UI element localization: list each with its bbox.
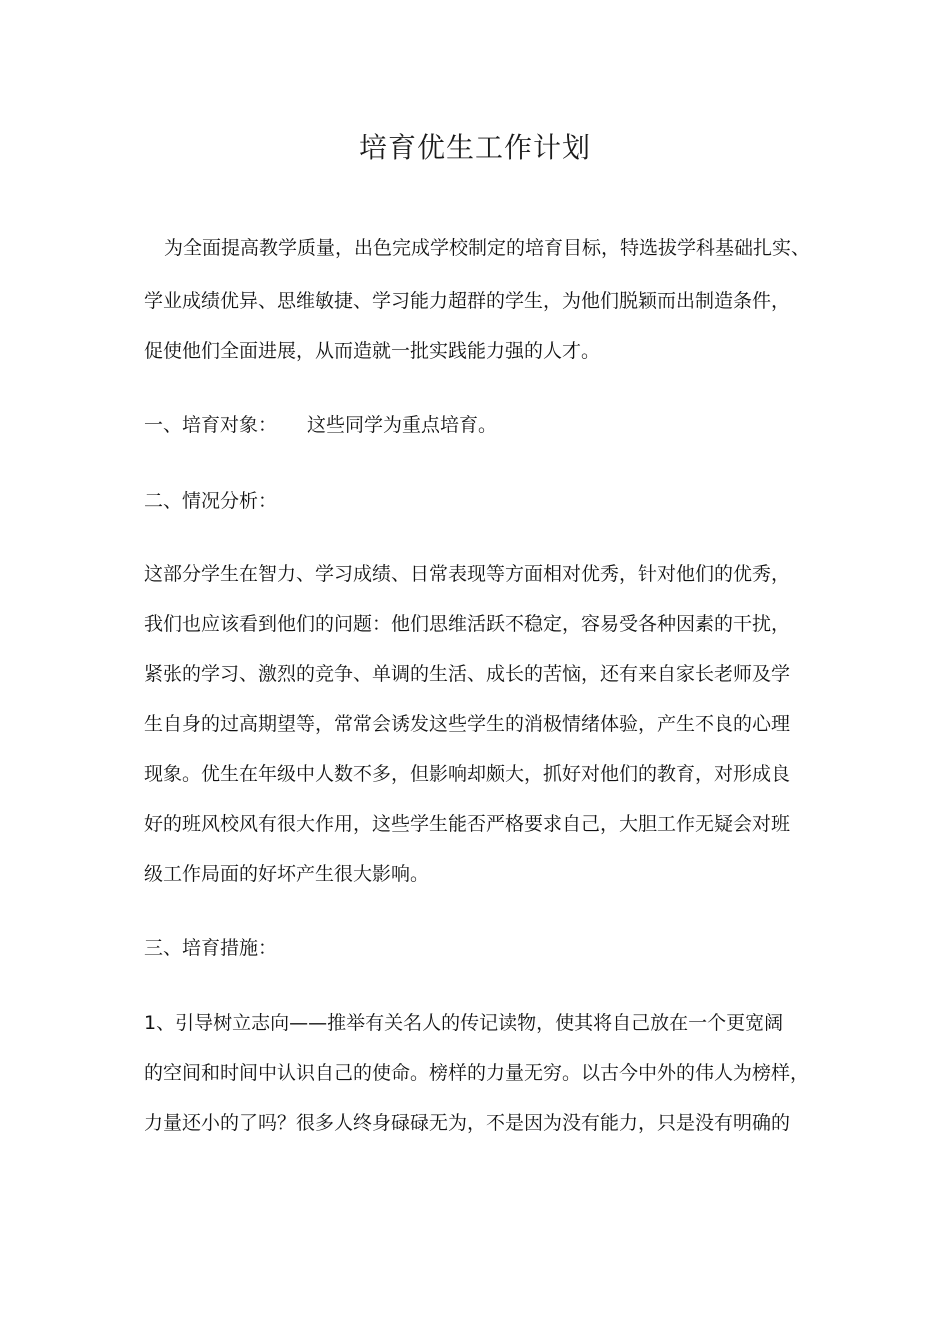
document-title: 培育优生工作计划 bbox=[358, 131, 591, 164]
intro-line-1: 为全面提高教学质量，出色完成学校制定的培育目标，特选拔学科基础扎实、 bbox=[164, 237, 811, 259]
section2-line-5: 现象。优生在年级中人数不多，但影响却颇大，抓好对他们的教育，对形成良 bbox=[144, 763, 791, 785]
section1-text: 这些同学为重点培育。 bbox=[307, 414, 498, 436]
section3-heading: 三、培育措施： bbox=[144, 937, 278, 959]
section1-paragraph bbox=[144, 410, 497, 440]
section2-line-6: 好的班风校风有很大作用，这些学生能否严格要求自己，大胆工作无疑会对班 bbox=[144, 813, 791, 835]
intro-line-2: 学业成绩优异、思维敏捷、学习能力超群的学生，为他们脱颖而出制造条件， bbox=[144, 290, 791, 312]
section3-line-1: 1、引导树立志向——推举有关名人的传记读物，使其将自己放在一个更宽阔 bbox=[144, 1012, 784, 1034]
section2-heading: 二、情况分析： bbox=[144, 490, 278, 512]
intro-line-3: 促使他们全面进展，从而造就一批实践能力强的人才。 bbox=[144, 340, 601, 362]
section3-line-2: 的空间和时间中认识自己的使命。榜样的力量无穷。以古今中外的伟人为榜样， bbox=[144, 1062, 810, 1084]
section3-line-3: 力量还小的了吗？很多人终身碌碌无为，不是因为没有能力，只是没有明确的 bbox=[144, 1112, 791, 1134]
section1-heading: 一、培育对象： bbox=[144, 414, 278, 436]
section2-line-7: 级工作局面的好坏产生很大影响。 bbox=[144, 863, 430, 885]
section2-line-4: 生自身的过高期望等，常常会诱发这些学生的消极情绪体验，产生不良的心理 bbox=[144, 713, 791, 735]
section2-line-2: 我们也应该看到他们的问题：他们思维活跃不稳定，容易受各种因素的干扰， bbox=[144, 613, 791, 635]
section2-line-1: 这部分学生在智力、学习成绩、日常表现等方面相对优秀，针对他们的优秀， bbox=[144, 563, 791, 585]
section2-line-3: 紧张的学习、激烈的竞争、单调的生活、成长的苦恼，还有来自家长老师及学 bbox=[144, 663, 791, 685]
